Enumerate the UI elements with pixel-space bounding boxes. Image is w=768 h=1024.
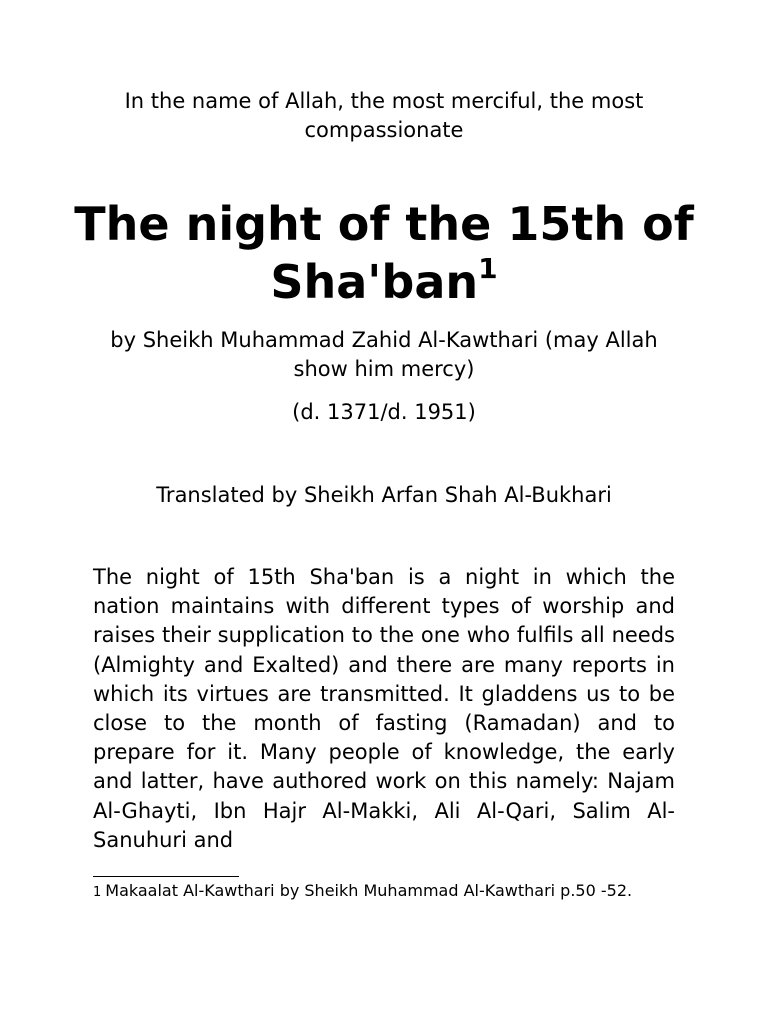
footnote-divider — [93, 876, 239, 877]
footnote — [93, 879, 675, 904]
footnote-text: Makaalat Al-Kawthari by Sheikh Muhammad Al-Kawthari p.50 -52. — [105, 881, 633, 900]
title-footnote-marker: 1 — [478, 252, 498, 285]
author-byline: by Sheikh Muhammad Zahid Al-Kawthari (may Allah show him mercy) — [110, 328, 658, 381]
body-paragraph: The night of 15th Sha'ban is a night in which the nation maintains with different types of worship and raises their supplication to the one who fulfils all needs (Almighty and Exalted) and there are many reports in which its virtues are transmitted. It gladdens us to be close to the month of fasting (Ramadan) and to prepare for it. Many people of knowledge, the early and latter, have authored work on this namely: Najam Al-Ghayti, Ibn Hajr Al-Makki, Ali Al-Qari, Salim Al-Sanuhuri and — [93, 565, 675, 852]
translator-line: Translated by Sheikh Arfan Shah Al-Bukhari — [156, 483, 612, 507]
footnote-number: 1 — [93, 885, 102, 900]
document-title — [60, 195, 708, 311]
author-dates: (d. 1371/d. 1951) — [292, 400, 476, 424]
title-text: The night of the 15th of Sha'ban — [74, 197, 694, 309]
basmala-line: In the name of Allah, the most merciful, the most compassionate — [124, 89, 644, 142]
